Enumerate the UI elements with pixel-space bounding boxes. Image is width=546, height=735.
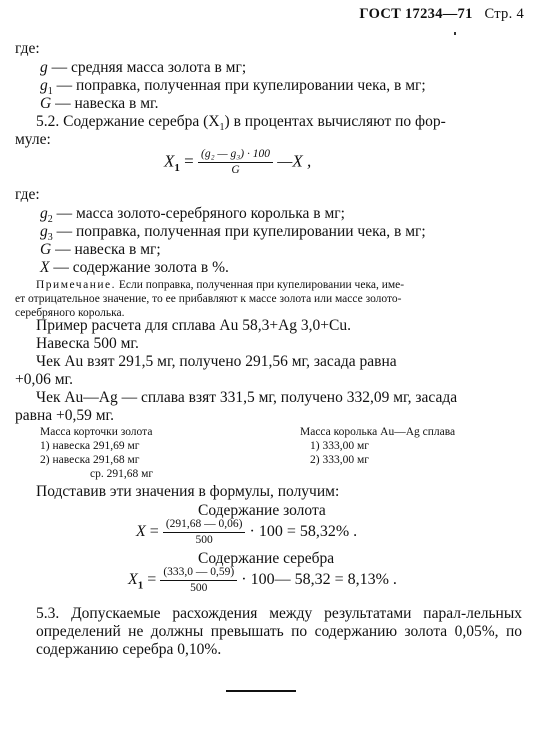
definition-X: X — содержание золота в %. (40, 259, 229, 276)
note-line-3: серебряного королька. (15, 307, 125, 319)
substitution-text: Подставив эти значения в формулы, получим: (36, 483, 340, 500)
table-left-row-1: 1) навеска 291,69 мг (40, 440, 140, 452)
table-left-title: Масса корточки золота (40, 426, 153, 438)
page-header (359, 6, 524, 23)
table-right-row-2: 2) 333,00 мг (310, 454, 369, 466)
silver-fraction: $\frac{(333,0 — 0,59)}{500}$ (160, 566, 237, 595)
where-label-1: где: (15, 40, 40, 57)
silver-content-title: Содержание серебра (198, 550, 335, 567)
formula-gold: X = $\frac{(291,68 — 0,06)}{500}$ · 100 = 58,32% . (136, 518, 358, 546)
standard-number: ГОСТ 17234—71 (359, 6, 473, 22)
definition-G: G — навеска в мг. (40, 95, 159, 112)
chek-ag-line-2: равна +0,59 мг. (15, 407, 115, 424)
definition-G-2: G — навеска в мг; (40, 241, 161, 258)
page-mark (454, 32, 456, 35)
chek-au-line-2: +0,06 мг. (15, 371, 74, 388)
definition-g1: $g_1$ — поправка, полученная при купелировании чека, в мг; (40, 77, 426, 98)
table-left-average: ср. 291,68 мг (90, 468, 154, 480)
chek-au-line-1: Чек Au взят 291,5 мг, получено 291,56 мг, засада равна (36, 353, 397, 370)
gold-fraction: $\frac{(291,68 — 0,06)}{500}$ (163, 518, 246, 547)
definition-g: g — средняя масса золота в мг; (40, 59, 247, 76)
formula-silver: $X_1$ = $\frac{(333,0 — 0,59)}{500}$ · 100— 58,32 = 8,13% . (128, 566, 397, 594)
table-left-row-2: 2) навеска 291,68 мг (40, 454, 140, 466)
table-right-title: Масса королька Au—Ag сплава (300, 426, 456, 438)
formula-fraction: $\frac{\text{(g₂ — g₃) · 100}}{G}$ (198, 148, 273, 177)
formula-silver-general: $X_1$ = $\frac{\text{(g₂ — g₃) · 100}}{G}$ —X , (164, 148, 312, 176)
clause-5-2: 5.2. Содержание серебра $(X_1)$ в процентах вычисляют по фор- (36, 113, 446, 134)
definition-g3: $g_3$ — поправка, полученная при купелировании чека, в мг; (40, 223, 426, 244)
gold-content-title: Содержание золота (198, 502, 326, 519)
chek-ag-line-1: Чек Au—Ag — сплава взят 331,5 мг, получено 332,09 мг, засада (36, 389, 458, 406)
page-number: Стр. 4 (484, 6, 524, 22)
note-label: Примечание. (36, 279, 116, 291)
table-right-row-1: 1) 333,00 мг (310, 440, 369, 452)
example-heading: Пример расчета для сплава Au 58,3+Ag 3,0+Cu. (36, 317, 352, 334)
note-line-2: ет отрицательное значение, то ее прибавляют к массе золота или массе золото- (15, 293, 402, 305)
where-label-2: где: (15, 186, 40, 203)
end-rule (226, 690, 296, 692)
note-line-1: Примечание. Если поправка, полученная при купелировании чека, име- (36, 279, 405, 291)
clause-5-3: 5.3. Допускаемые расхождения между результатами парал-лельных определений не должны превышать по содержанию золота 0,05%, по содержанию серебра 0,10%. (36, 605, 522, 658)
definition-g2: $g_2$ — масса золото-серебряного королька в мг; (40, 205, 345, 226)
sample-mass: Навеска 500 мг. (36, 335, 139, 352)
clause-5-2-cont: муле: (15, 131, 51, 148)
